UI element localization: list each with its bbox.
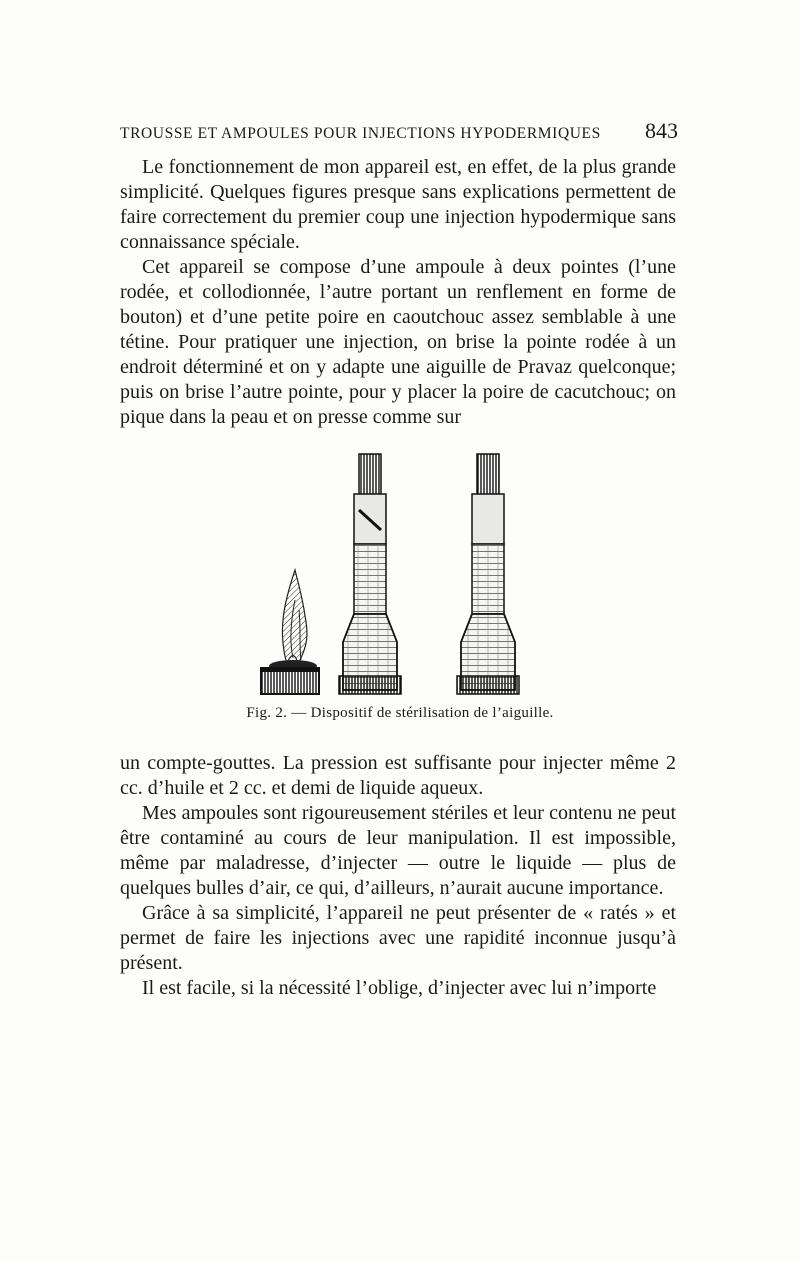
text-block-top xyxy=(120,155,676,430)
paragraph: Le fonctionnement de mon appareil est, en effet, de la plus grande simplicité. Quelques figures presque sans explications permettent de faire correctement du premier coup une injection hypodermique sans connaissance spéciale. xyxy=(120,156,676,253)
running-header xyxy=(120,118,678,144)
paragraph: Grâce à sa simplicité, l’appareil ne peut présenter de « ratés » et permet de faire les injections avec une rapidité inconnue jusqu’à présent. xyxy=(120,902,676,974)
page-number: 843 xyxy=(645,118,678,143)
spirit-lamp xyxy=(261,570,319,694)
paragraph: Cet appareil se compose d’une ampoule à deux pointes (l’une rodée, et collodionnée, l’autre portant un renflement en forme de bouton) et d’une petite poire en caoutchouc assez semblable à une tétine. Pour pratiquer une injection, on brise la pointe rodée à un endroit déterminé et on y adapte une aiguille de Pravaz quelconque; puis on brise l’autre pointe, pour y placer la poire de cacutchouc; on pique dans la peau et on presse comme sur xyxy=(120,256,676,428)
ampoule-holder-left xyxy=(339,454,401,694)
figure-caption: Fig. 2. — Dispositif de stérilisation de l’aiguille. xyxy=(246,705,554,721)
sterilization-figure xyxy=(255,450,545,700)
running-title: TROUSSE ET AMPOULES POUR INJECTIONS HYPODERMIQUES xyxy=(120,125,601,142)
text-block-bottom xyxy=(120,751,676,1001)
ampoule-holder-right xyxy=(457,454,519,694)
paragraph: Mes ampoules sont rigoureusement stériles et leur contenu ne peut être contaminé au cours de leur manipulation. Il est impossible, même par maladresse, d’injecter — outre le liquide — plus de quelques bulles d’air, ce qui, d’ailleurs, n’aurait aucune importance. xyxy=(120,802,676,899)
paragraph: un compte-gouttes. La pression est suffisante pour injecter même 2 cc. d’huile et 2 cc. et demi de liquide aqueux. xyxy=(120,752,676,799)
paragraph: Il est facile, si la nécessité l’oblige, d’injecter avec lui n’importe xyxy=(142,977,657,999)
